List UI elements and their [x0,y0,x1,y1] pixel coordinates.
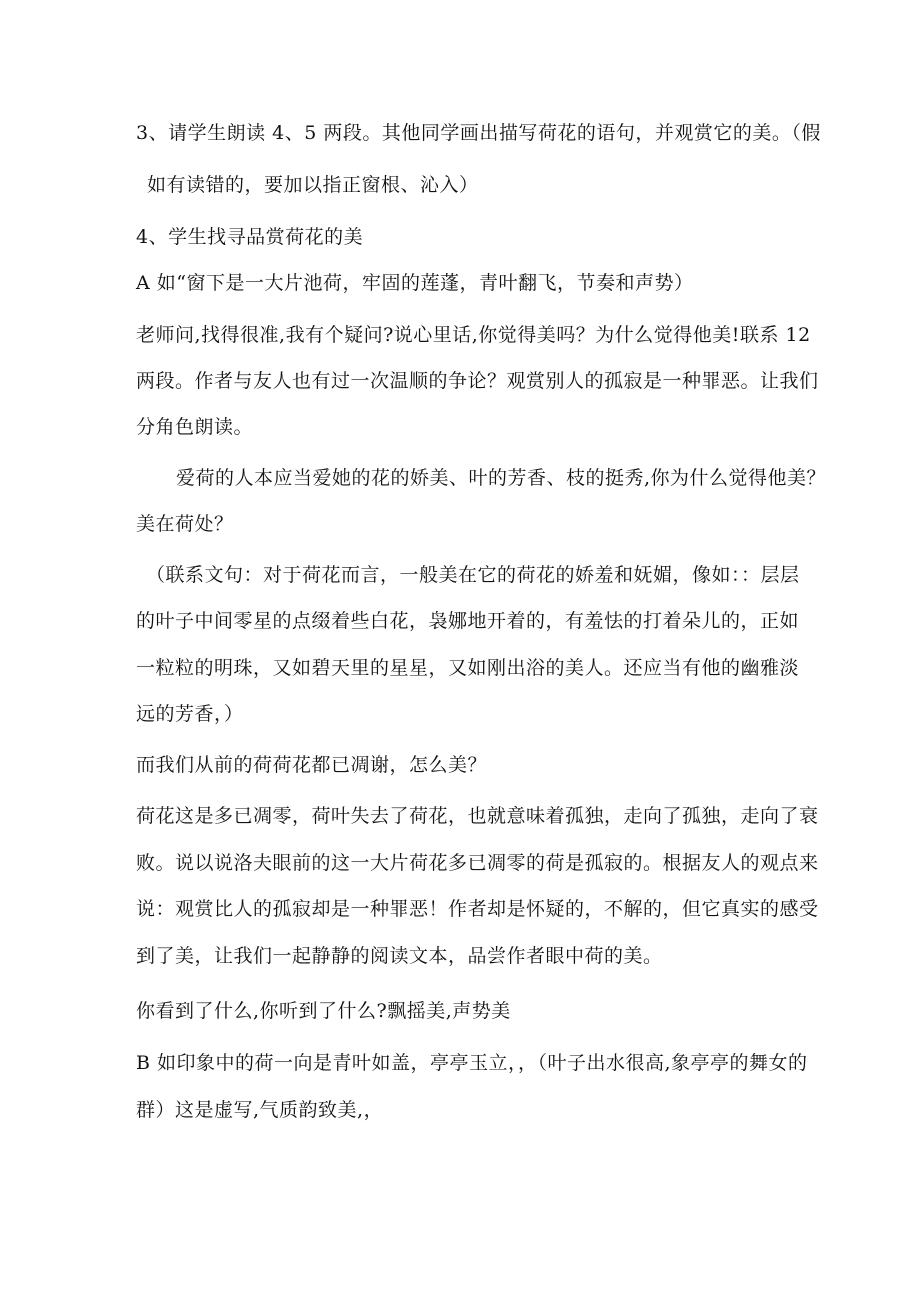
text-line-12: 一粒粒的明珠，又如碧天里的星星，又如刚出浴的美人。还应当有他的幽雅淡 [136,657,800,679]
text-line-8: 爱荷的人本应当爱她的花的娇美、叶的芳香、枝的挺秀,你为什么觉得他美？ [176,467,827,489]
text-line-2: 如有读错的，要加以指正窗根、沁入） [147,174,479,196]
text-line-14: 而我们从前的荷荷花都已凋谢，怎么美？ [136,754,488,776]
text-line-6: 两段。作者与友人也有过一次温顺的争论？观赏别人的孤寂是一种罪恶。让我们 [136,370,819,392]
text-line-21: 群）这是虚写,气质韵致美,， [136,1099,384,1121]
text-line-11: 的叶子中间零星的点缀着些白花，袅娜地开着的，有羞怯的打着朵儿的，正如 [136,610,800,632]
text-line-5: 老师问,找得很准,我有个疑问?说心里话,你觉得美吗？为什么觉得他美!联系 12 [136,324,811,346]
text-line-10: （联系文句：对于荷花而言，一般美在它的荷花的娇羞和妩媚，像如：：层层 [146,564,800,586]
text-line-19: 你看到了什么,你听到了什么?飘摇美,声势美 [136,1000,511,1022]
text-line-1: 3、请学生朗读 4、5 两段。其他同学画出描写荷花的语句，并观赏它的美。（假 [136,122,821,144]
text-line-16: 败。说以说洛夫眼前的这一大片荷花多已凋零的荷是孤寂的。根据友人的观点来 [136,852,819,874]
text-line-20: B 如印象中的荷一向是青叶如盖，亭亭玉立，，（叶子出水很高,象亭亭的舞女的 [136,1052,808,1074]
text-line-15: 荷花这是多已凋零，荷叶失去了荷花，也就意味着孤独，走向了孤独，走向了衰 [136,805,819,827]
text-line-13: 远的芳香，） [136,703,244,725]
text-line-7: 分角色朗读。 [136,416,254,438]
text-line-9: 美在荷处？ [136,513,234,535]
text-line-18: 到了美，让我们一起静静的阅读文本，品尝作者眼中荷的美。 [136,945,663,967]
text-line-4: A 如“窗下是一大片池荷，牢固的莲蓬，青叶翻飞，节奏和声势） [136,272,694,294]
text-line-3: 4、学生找寻品赏荷花的美 [136,226,364,248]
text-line-17: 说：观赏比人的孤寂却是一种罪恶！作者却是怀疑的，不解的，但它真实的感受 [136,898,819,920]
